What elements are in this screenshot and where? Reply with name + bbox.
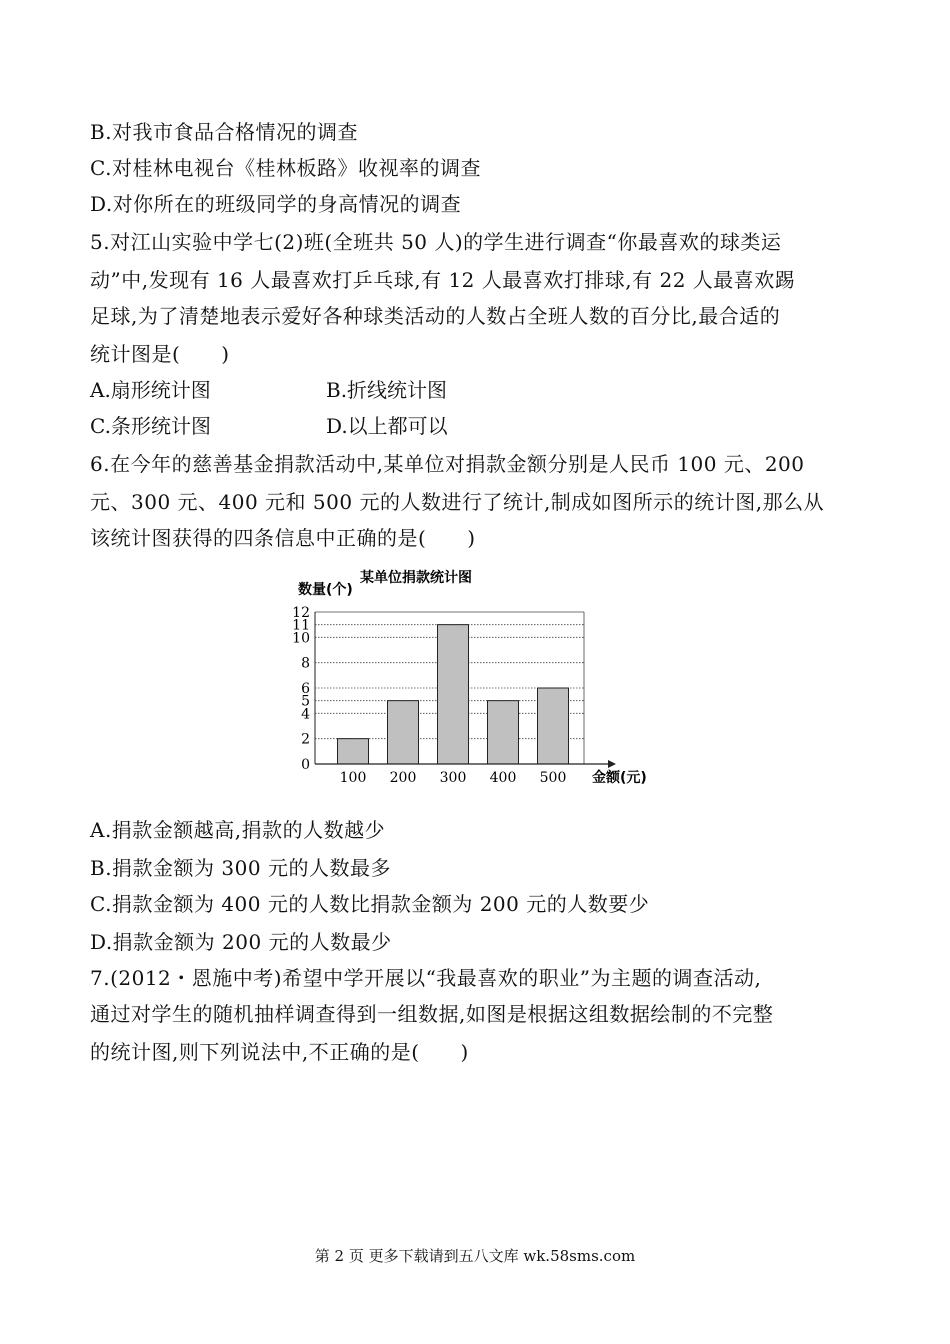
q6-option-c: C.捐款金额为 400 元的人数比捐款金额为 200 元的人数要少 [90,892,650,916]
donation-bar-chart [270,560,670,792]
chart-ytick-5: 5 [301,693,310,710]
chart-xtick-300: 300 [439,770,467,786]
q5-option-a: A.扇形统计图 [90,378,211,402]
chart-x-axis-label: 金额(元) [592,770,647,786]
chart-xtick-400: 400 [489,770,517,786]
q6-stem-line3: 该统计图获得的四条信息中正确的是( ) [90,526,476,550]
chart-ytick-6: 6 [301,681,310,697]
chart-ytick-11: 11 [292,617,310,634]
q6-stem-line1: 6.在今年的慈善基金捐款活动中,某单位对捐款金额分别是人民币 100 元、200 [90,452,805,476]
q5-stem-line4: 统计图是( ) [90,342,230,366]
q4-option-b: B.对我市食品合格情况的调查 [90,120,359,144]
q7-stem-line2: 通过对学生的随机抽样调查得到一组数据,如图是根据这组数据绘制的不完整 [90,1002,774,1026]
q4-option-c: C.对桂林电视台《桂林板路》收视率的调查 [90,156,481,180]
chart-bar-200 [388,701,419,764]
chart-ytick-4: 4 [301,706,310,723]
q5-option-b: B.折线统计图 [326,378,448,402]
chart-y-ticks [292,605,310,773]
q6-stem-line2: 元、300 元、400 元和 500 元的人数进行了统计,制成如图所示的统计图,那么从 [90,490,825,514]
chart-bar-300 [438,625,469,764]
chart-ytick-2: 2 [301,731,310,748]
q4-option-d: D.对你所在的班级同学的身高情况的调查 [90,192,462,216]
chart-xtick-200: 200 [389,770,417,786]
q5-stem-line1: 5.对江山实验中学七(2)班(全班共 50 人)的学生进行调查“你最喜欢的球类运 [90,230,782,254]
chart-ytick-8: 8 [301,655,310,672]
q5-stem-line3: 足球,为了清楚地表示爱好各种球类活动的人数占全班人数的百分比,最合适的 [90,304,781,328]
chart-bar-100 [338,739,369,764]
chart-ytick-10: 10 [292,630,310,647]
chart-bar-500 [538,688,569,764]
q5-option-d: D.以上都可以 [326,414,448,438]
q5-option-c: C.条形统计图 [90,414,211,438]
q6-option-d: D.捐款金额为 200 元的人数最少 [90,930,392,954]
chart-bars [338,625,569,764]
chart-title: 某单位捐款统计图 [360,570,472,586]
q7-stem-line3: 的统计图,则下列说法中,不正确的是( ) [90,1040,469,1064]
q7-stem-line1: 7.(2012・恩施中考)希望中学开展以“我最喜欢的职业”为主题的调查活动, [90,966,762,990]
chart-bar-400 [488,701,519,764]
chart-x-ticks [340,770,567,786]
q5-stem-line2: 动”中,发现有 16 人最喜欢打乒乓球,有 12 人最喜欢打排球,有 22 人最喜欢踢 [90,268,796,292]
page-footer: 第 2 页 更多下载请到五八文库 wk.58sms.com [314,1247,636,1265]
chart-x-axis-arrow [608,760,616,768]
chart-xtick-500: 500 [539,770,567,786]
chart-xtick-100: 100 [339,770,367,786]
q6-option-a: A.捐款金额越高,捐款的人数越少 [90,818,386,842]
chart-ytick-12: 12 [292,605,310,621]
chart-y-axis-label: 数量(个) [298,582,353,598]
chart-ytick-0: 0 [301,757,310,773]
q6-option-b: B.捐款金额为 300 元的人数最多 [90,856,391,880]
